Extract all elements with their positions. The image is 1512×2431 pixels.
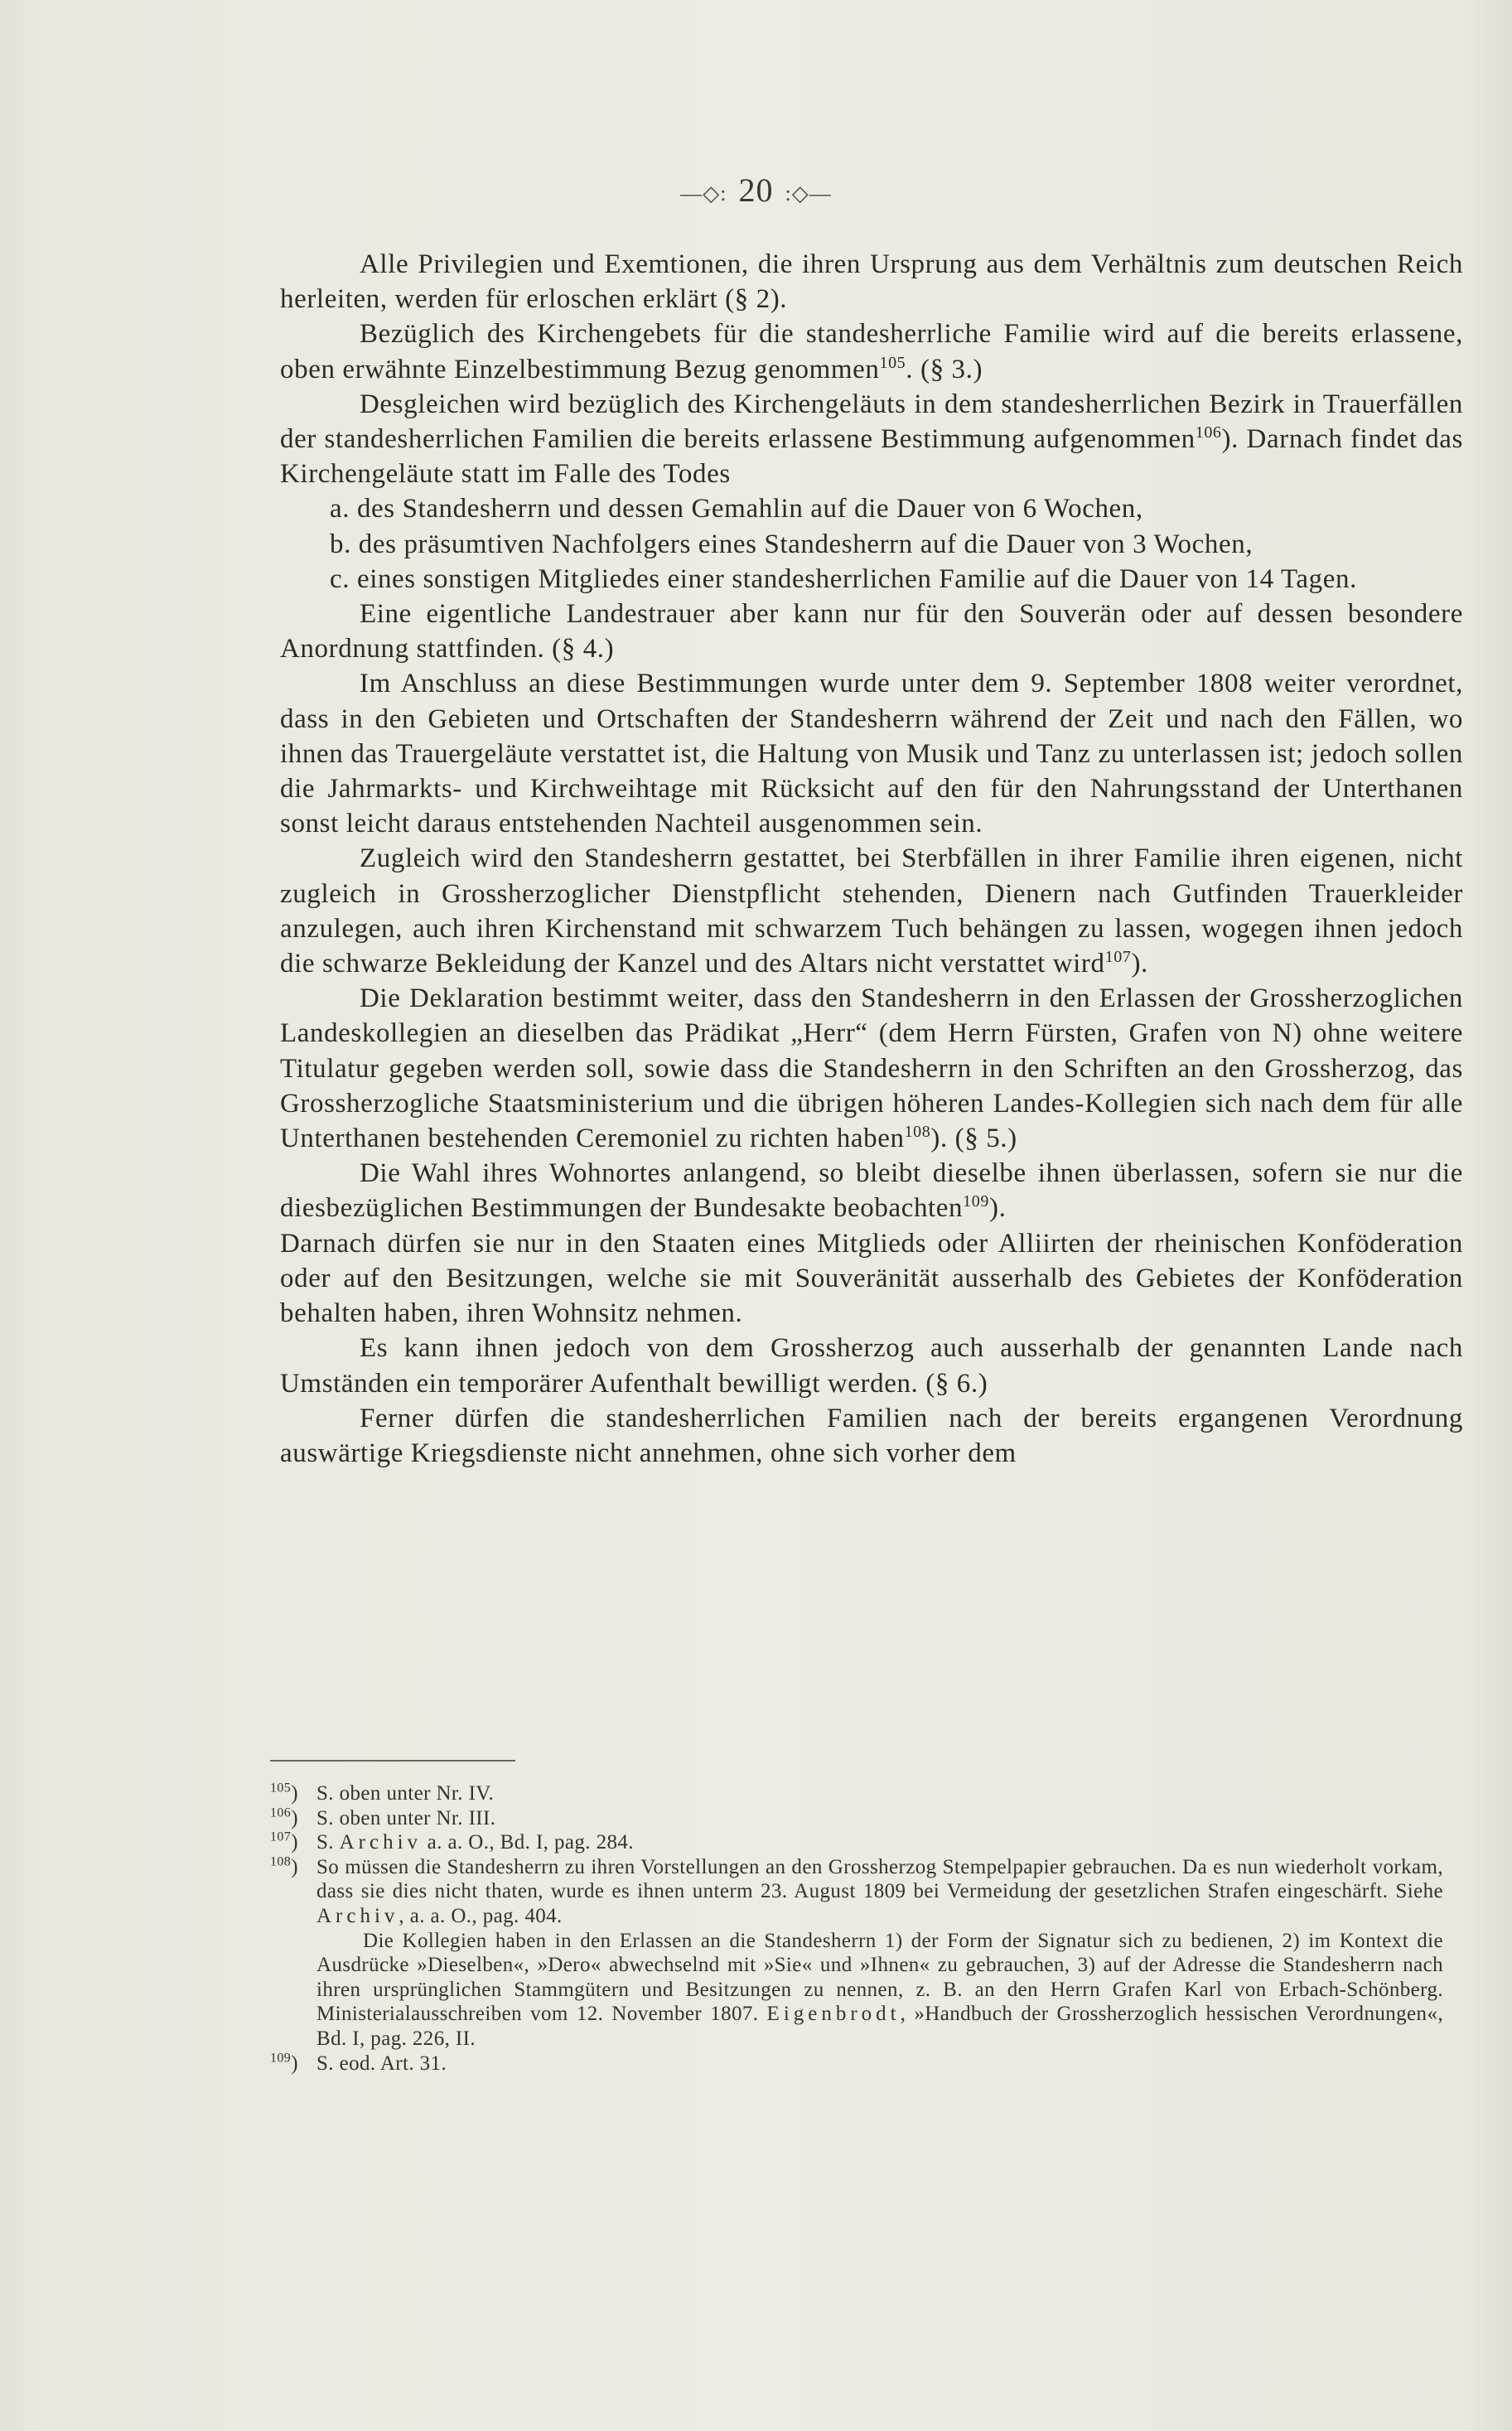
footnote-text-after: , »Handbuch der Grossherzoglich hessischen Verordnungen«, Bd. I, pag. 226, II. xyxy=(316,2003,1443,2050)
footnote-number-text: 109 xyxy=(270,2051,292,2066)
footnote-number-text: 106 xyxy=(270,1805,292,1820)
footnote-number: $^{109}$) xyxy=(270,2051,298,2075)
footnote-text: S. oben unter Nr. III. xyxy=(316,1806,496,1829)
list-item: c. eines sonstigen Mitgliedes einer standesherrlichen Familie auf die Dauer von 14 Tagen. xyxy=(330,563,1357,594)
paragraph-text: Ferner dürfen die standesherrlichen Familien nach der bereits ergangenen Verordnung auswärtige Kriegsdienste nicht annehmen, ohne sich vorher dem xyxy=(280,1403,1463,1468)
footnote-109 xyxy=(270,2052,1443,2076)
footnote-number-text: 107 xyxy=(270,1829,292,1844)
paragraph-text: Eine eigentliche Landestrauer aber kann nur für den Souverän oder auf dessen besondere Anordnung stattfinden. (§ 4.) xyxy=(280,599,1463,665)
footnote-ref[interactable]: 108 xyxy=(904,1123,931,1142)
footnote-106 xyxy=(270,1806,1443,1831)
paragraph xyxy=(280,666,1463,841)
paragraph xyxy=(280,1156,1463,1225)
paragraph-text-after: ). (§ 5.) xyxy=(930,1124,1017,1154)
paragraph xyxy=(280,1401,1463,1471)
paragraph-text: Die Wahl ihres Wohnortes anlangend, so bleibt dieselbe ihnen überlassen, sofern sie nur die diesbezüglichen Bestimmungen der Bundesakte beobachten xyxy=(280,1158,1463,1224)
footnote-number: $^{106}$) xyxy=(270,1805,298,1829)
footnote-ref[interactable]: 107 xyxy=(1104,948,1132,967)
footnote-ref[interactable]: 106 xyxy=(1195,423,1222,442)
list-item: a. des Standesherrn und dessen Gemahlin auf die Dauer von 6 Wochen, xyxy=(330,494,1143,524)
footnote-text: S. eod. Art. 31. xyxy=(316,2052,447,2075)
paragraph-text-after: . (§ 3.) xyxy=(906,354,983,384)
footnote-ref[interactable]: 105 xyxy=(879,353,906,372)
footnote-text-after: , a. a. O., pag. 404. xyxy=(399,1904,563,1927)
paragraph-text: Im Anschluss an diese Bestimmungen wurde unter dem 9. September 1808 weiter verordnet, dass in den Gebieten und Ortschaften der Standesherrn während der Zeit und nach den Fällen, wo ihnen das Trauergeläute verstattet ist, die Haltung von Musik und Tanz zu unterlassen ist; jedoch sollen die Jahrmarkts- und Kirchweihtage mit Rücksicht auf den für den Nahrungsstand der Unterthanen sonst leicht daraus entstehenden Nachteil ausgenommen sein. xyxy=(280,669,1463,839)
paragraph-text: Die Deklaration bestimmt weiter, dass den Standesherrn in den Erlassen der Grossherzoglichen Landeskollegien an dieselben das Prädikat „Herr“ (dem Herrn Fürsten, Grafen von N) ohne weitere Titulatur gegeben werden soll, sowie dass die Standesherrn in den Schriften an den Grossherzog, das Grossherzogliche Staatsministerium und die übrigen höheren Landes-Kollegien sich nach dem für alle Unterthanen bestehenden Ceremoniel zu richten haben xyxy=(280,984,1463,1154)
footnote-spaced-word: Archiv xyxy=(316,1904,399,1927)
paragraph-text: Alle Privilegien und Exemtionen, die ihren Ursprung aus dem Verhältnis zum deutschen Reich herleiten, werden für erloschen erklärt (§ 2). xyxy=(280,249,1463,315)
paragraph xyxy=(280,1331,1463,1400)
ornament-left: —◇: xyxy=(680,181,727,205)
page-number: 20 xyxy=(738,172,774,209)
paragraph xyxy=(280,597,1463,666)
footnote-text: So müssen die Standesherrn zu ihren Vorstellungen an den Grossherzog Stempelpapier gebrauchen. Da es nun wiederholt vorkam, dass sie dies nicht thaten, wurde es ihnen unterm 23. August 1809 bei Vermeidung der gesetzlichen Strafen eingeschärft. Siehe xyxy=(316,1855,1443,1903)
paragraph xyxy=(280,387,1463,492)
footnote-divider xyxy=(270,1760,515,1762)
list-item: b. des präsumtiven Nachfolgers eines Standesherrn auf die Dauer von 3 Wochen, xyxy=(330,529,1254,559)
paragraph xyxy=(280,981,1463,1156)
footnote-number: $^{105}$) xyxy=(270,1781,298,1805)
footnote-ref[interactable]: 109 xyxy=(963,1192,989,1211)
paragraph-text-after: ). xyxy=(988,1193,1007,1224)
footnote-text-pre: S. xyxy=(316,1831,340,1854)
footnote-107 xyxy=(270,1830,1443,1855)
footnote-number-text: 108 xyxy=(270,1854,292,1869)
footnote-108-continuation xyxy=(270,1929,1443,2052)
page-header xyxy=(0,171,1512,210)
footnote-text: S. oben unter Nr. IV. xyxy=(316,1782,495,1805)
footnote-number: $^{108}$) xyxy=(270,1854,298,1878)
paragraph-text: Es kann ihnen jedoch von dem Grossherzog auch ausserhalb der genannten Lande nach Umständen ein temporärer Aufenthalt bewilligt werden. (§ 6.) xyxy=(280,1333,1463,1399)
footnote-number-text: 105 xyxy=(270,1781,292,1795)
paragraph xyxy=(280,247,1463,317)
footnote-number: $^{107}$) xyxy=(270,1829,298,1854)
paragraph-text: Zugleich wird den Standesherrn gestattet, bei Sterbfällen in ihrer Familie ihren eigenen, nicht zugleich in Grossherzoglicher Dienstpflicht stehenden, Dienern nach Gutfinden Trauerkleider anzulegen, auch ihren Kirchenstand mit schwarzem Tuch behängen zu lassen, wogegen ihnen jedoch die schwarze Bekleidung der Kanzel und des Altars nicht verstattet wird xyxy=(280,843,1463,979)
footnotes xyxy=(270,1781,1443,2076)
ornament-right: :◇— xyxy=(785,181,832,205)
main-text xyxy=(280,247,1463,1471)
footnote-spaced-word: Archiv xyxy=(339,1831,423,1854)
paragraph-text: Desgleichen wird bezüglich des Kirchengeläuts in dem standesherrlichen Bezirk in Trauerfällen der standesherrlichen Familien die bereits erlassene Bestimmung aufgenommen xyxy=(280,389,1463,455)
paragraph-text: Bezüglich des Kirchengebets für die standesherrliche Familie wird auf die bereits erlassene, oben erwähnte Einzelbestimmung Bezug genommen xyxy=(280,319,1463,384)
footnote-text: a. a. O., Bd. I, pag. 284. xyxy=(422,1831,634,1854)
paragraph xyxy=(280,317,1463,386)
paragraph-text-after: ). xyxy=(1131,949,1148,979)
paragraph-text: Darnach dürfen sie nur in den Staaten eines Mitglieds oder Alliirten der rheinischen Konföderation oder auf den Besitzungen, welche sie mit Souveränität ausserhalb des Gebietes der Konföderation behalten haben, ihren Wohnsitz nehmen. xyxy=(280,1228,1463,1329)
paragraph-text-after: ). Darnach findet das Kirchengeläute statt im Falle des Todes xyxy=(280,424,1463,490)
footnote-text: Die Kollegien haben in den Erlassen an die Standesherrn 1) der Form der Signatur sich zu bedienen, 2) im Kontext die Ausdrücke »Dieselben«, »Dero« abwechselnd mit »Sie« und »Ihnen« zu gebrauchen, 3) auf der Adresse die Standesherrn nach ihren ursprünglichen Stammgütern und Besitzungen zu nennen, z. B. an den Herrn Grafen Karl von Erbach-Schönberg. Ministerialausschreiben vom 12. November 1807. xyxy=(316,1929,1443,2026)
paragraph xyxy=(280,841,1463,981)
paragraph xyxy=(280,1226,1463,1331)
footnote-108 xyxy=(270,1855,1443,1929)
footnote-spaced-word: Eigenbrodt xyxy=(766,2003,901,2026)
footnote-105 xyxy=(270,1781,1443,1806)
